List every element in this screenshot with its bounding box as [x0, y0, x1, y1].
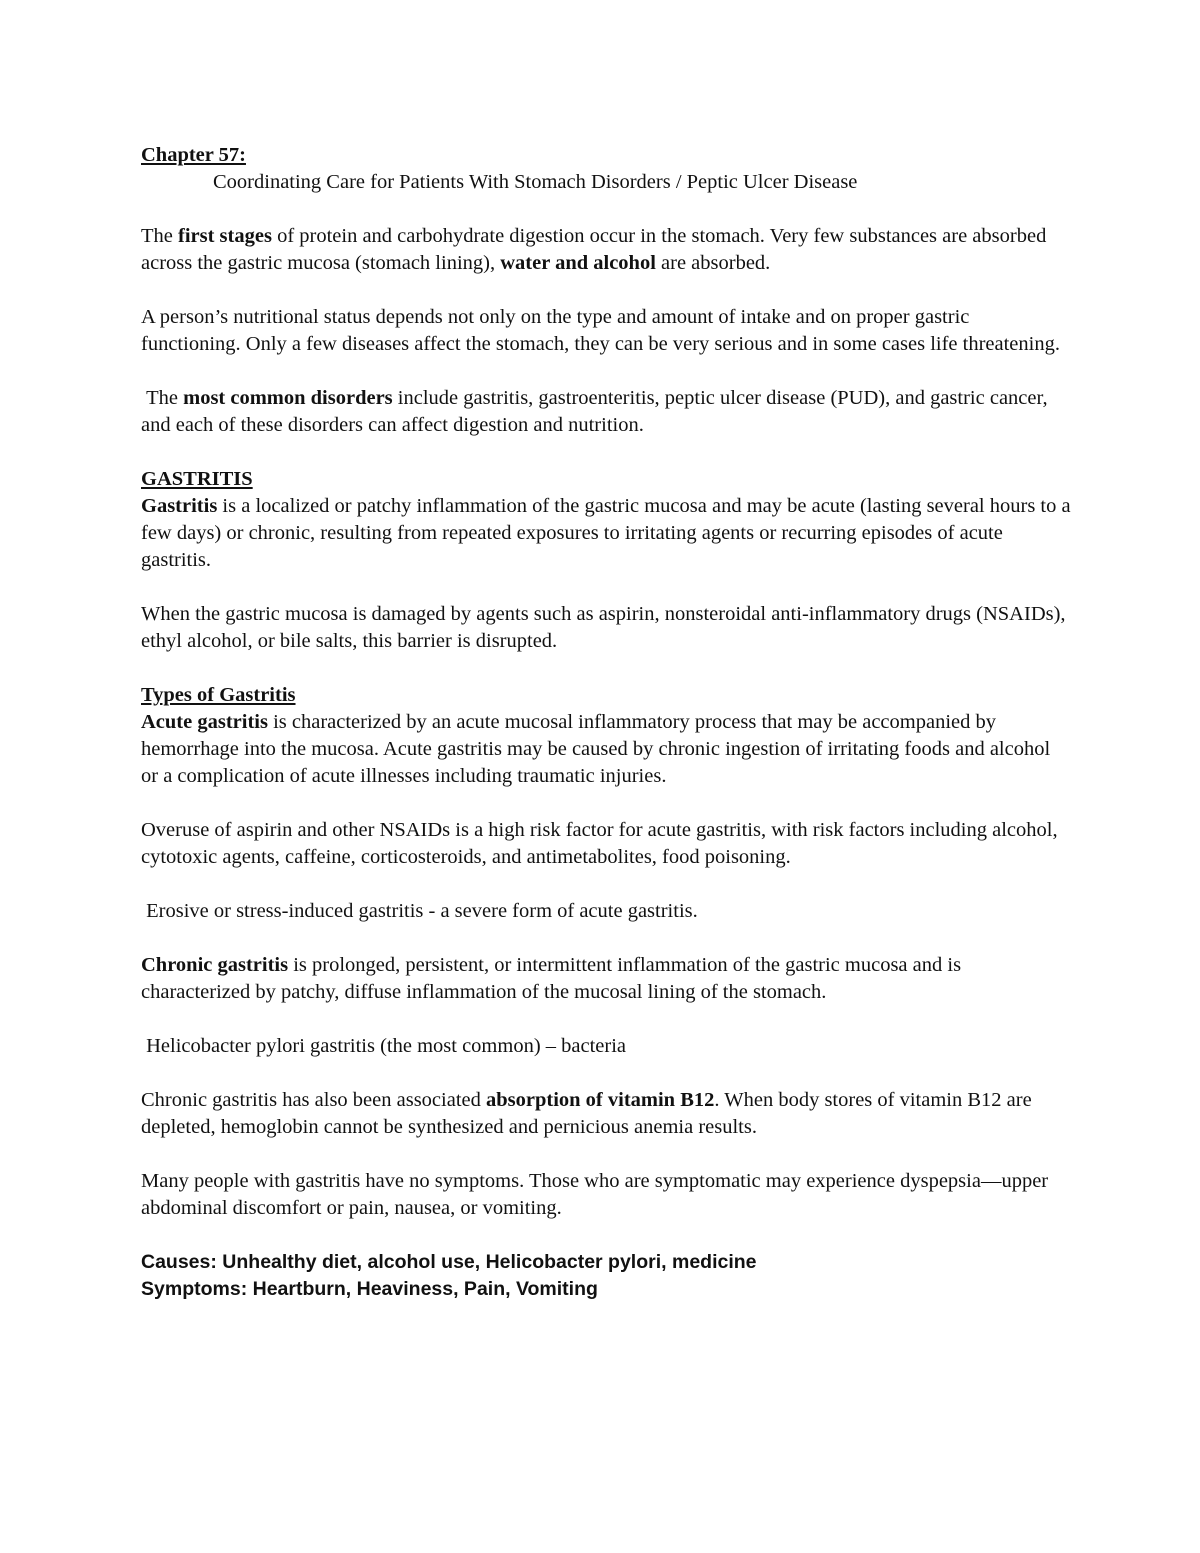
- chapter-subtitle: Coordinating Care for Patients With Stomach Disorders / Peptic Ulcer Disease: [213, 171, 858, 193]
- chapter-title: Chapter 57:: [141, 144, 246, 166]
- hpylori-paragraph: Helicobacter pylori gastritis (the most common) – bacteria: [141, 1035, 627, 1057]
- document-content: [141, 142, 1071, 1303]
- mucosa-damage-paragraph: When the gastric mucosa is damaged by agents such as aspirin, nonsteroidal anti-inflammatory drugs (NSAIDs), ethyl alcohol, or bile salts, this barrier is disrupted.: [141, 603, 1066, 652]
- intro-paragraph-1: The first stages of protein and carbohydrate digestion occur in the stomach. Very few substances are absorbed across the gastric mucosa (stomach lining), water and alcohol are absorbed.: [141, 225, 1047, 274]
- causes-line: Causes: Unhealthy diet, alcohol use, Helicobacter pylori, medicine: [141, 1251, 757, 1273]
- intro-paragraph-2: A person’s nutritional status depends not only on the type and amount of intake and on proper gastric functioning. Only a few diseases affect the stomach, they can be very serious and in some cases life threatening.: [141, 306, 1060, 355]
- vitamin-b12-paragraph: Chronic gastritis has also been associated absorption of vitamin B12. When body stores of vitamin B12 are depleted, hemoglobin cannot be synthesized and pernicious anemia results.: [141, 1089, 1032, 1138]
- chronic-gastritis-paragraph: Chronic gastritis is prolonged, persistent, or intermittent inflammation of the gastric mucosa and is characterized by patchy, diffuse inflammation of the mucosal lining of the stomach.: [141, 954, 962, 1003]
- symptoms-line: Symptoms: Heartburn, Heaviness, Pain, Vomiting: [141, 1278, 598, 1300]
- gastritis-heading: GASTRITIS: [141, 468, 253, 490]
- erosive-paragraph: Erosive or stress-induced gastritis - a severe form of acute gastritis.: [141, 900, 698, 922]
- acute-gastritis-paragraph: Acute gastritis is characterized by an acute mucosal inflammatory process that may be accompanied by hemorrhage into the mucosa. Acute gastritis may be caused by chronic ingestion of irritating foods and alcohol or a complication of acute illnesses including traumatic injuries.: [141, 711, 1051, 787]
- intro-paragraph-3: The most common disorders include gastritis, gastroenteritis, peptic ulcer disease (PUD), and gastric cancer, and each of these disorders can affect digestion and nutrition.: [141, 387, 1048, 436]
- types-heading: Types of Gastritis: [141, 684, 296, 706]
- overuse-paragraph: Overuse of aspirin and other NSAIDs is a high risk factor for acute gastritis, with risk factors including alcohol, cytotoxic agents, caffeine, corticosteroids, and antimetabolites, food poisoning.: [141, 819, 1058, 868]
- symptoms-paragraph: Many people with gastritis have no symptoms. Those who are symptomatic may experience dyspepsia—upper abdominal discomfort or pain, nausea, or vomiting.: [141, 1170, 1049, 1219]
- gastritis-definition: Gastritis is a localized or patchy inflammation of the gastric mucosa and may be acute (lasting several hours to a few days) or chronic, resulting from repeated exposures to irritating agents or recurring episodes of acute gastritis.: [141, 495, 1071, 571]
